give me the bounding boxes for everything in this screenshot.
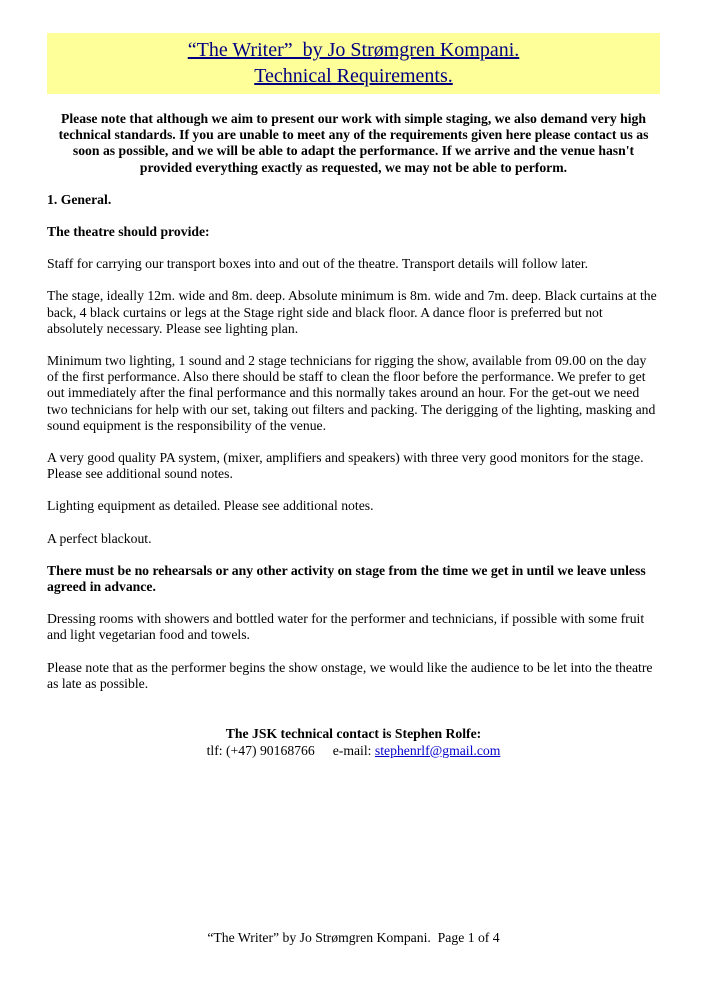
document-title-line1: “The Writer” by Jo Strømgren Kompani. bbox=[187, 39, 520, 61]
paragraph-no-rehearsals: There must be no rehearsals or any other activity on stage from the time we get in until we leave unless agreed in advance. bbox=[47, 562, 646, 595]
section-heading-general: 1. General. bbox=[47, 191, 112, 207]
paragraph-dressing-rooms: Dressing rooms with showers and bottled water for the performer and technicians, if possible with some fruit and light vegetarian food and towels. bbox=[47, 611, 645, 643]
paragraph-lighting-equipment: Lighting equipment as detailed. Please see additional notes. bbox=[47, 498, 374, 514]
paragraph-staff: Staff for carrying our transport boxes into and out of the theatre. Transport details will follow later. bbox=[47, 256, 589, 272]
section-subheading-theatre-provide: The theatre should provide: bbox=[47, 224, 210, 240]
contact-email-label: e-mail: bbox=[332, 742, 372, 758]
document-title-line2: Technical Requirements. bbox=[254, 65, 453, 87]
contact-phone: tlf: (+47) 90168766 bbox=[206, 742, 315, 758]
paragraph-blackout: A perfect blackout. bbox=[47, 530, 152, 546]
contact-line bbox=[47, 743, 660, 760]
paragraph-technicians: Minimum two lighting, 1 sound and 2 stage technicians for rigging the show, available from 09.00 on the day of the first performance. Also there should be staff to clean the floor before the performance. We prefer to get out immediately after the final performance and this normally takes around an hour. For the get-out we need two technicians for help with our set, taking out filters and packing. The derigging of the lighting, masking and sound equipment is the responsibility of the venue. bbox=[47, 353, 656, 433]
paragraph-stage: The stage, ideally 12m. wide and 8m. deep. Absolute minimum is 8m. wide and 7m. deep. Black curtains at the back, 4 black curtains or legs at the Stage right side and black floor. A dance floor is preferred but not absolutely necessary. Please see lighting plan. bbox=[47, 288, 657, 336]
contact-block bbox=[47, 726, 660, 759]
intro-note: Please note that although we aim to present our work with simple staging, we also demand very high technical standards. If you are unable to meet any of the requirements given here please contact us as soon as possible, and we will be able to adapt the performance. If we arrive and the venue hasn't provided everything exactly as requested, we may not be able to perform. bbox=[58, 111, 649, 175]
contact-heading: The JSK technical contact is Stephen Rolfe: bbox=[225, 726, 482, 742]
paragraph-pa-system: A very good quality PA system, (mixer, amplifiers and speakers) with three very good monitors for the stage. Please see additional sound notes. bbox=[47, 450, 644, 482]
contact-email-link[interactable]: stephenrlf@gmail.com bbox=[374, 742, 501, 758]
page-footer: “The Writer” by Jo Strømgren Kompani. Page 1 of 4 bbox=[207, 930, 500, 945]
title-banner bbox=[47, 33, 660, 94]
paragraph-audience-late: Please note that as the performer begins the show onstage, we would like the audience to be let into the theatre as late as possible. bbox=[47, 659, 653, 691]
